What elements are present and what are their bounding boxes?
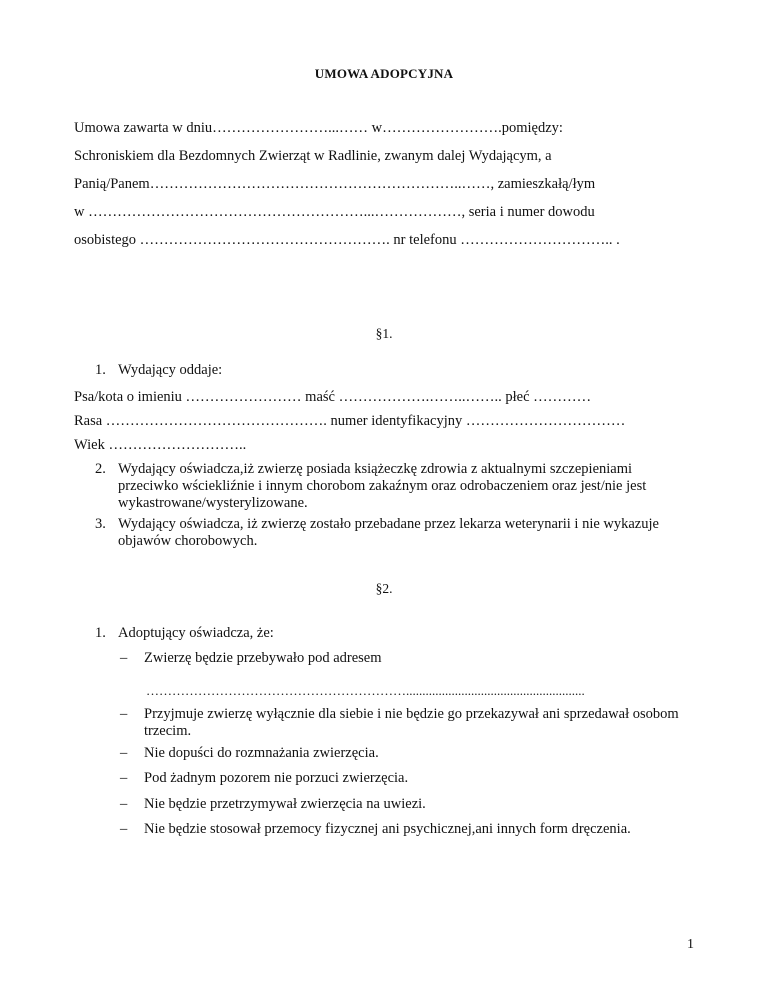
address-fill-line: ……………………………………………………....................................................... [146, 683, 585, 698]
bullet-text: Pod żadnym pozorem nie porzuci zwierzęcia. [144, 770, 409, 786]
intro-line-adopter: Panią/Panem………………………………………………………..……, zamieszkałą/łym [74, 176, 596, 192]
bullet-text: Zwierzę będzie przebywało pod adresem [144, 650, 382, 666]
intro-line-date: Umowa zawarta w dniu……………………...…… w…………………….pomiędzy: [74, 120, 563, 136]
bullet-dash: – [120, 650, 128, 666]
bullet-dash: – [120, 796, 128, 812]
item-text: Wydający oświadcza,iż zwierzę posiada książeczkę zdrowia z aktualnymi szczepieniami przeciwko wściekliźnie i innym chorobom zakaźnym oraz odrobaczeniem oraz jest/nie jest wykastrowane/wysterylizowane. [118, 461, 647, 511]
bullet-dash: – [120, 770, 128, 786]
section-1-item-2 [0, 461, 768, 513]
bullet-text: Przyjmuje zwierzę wyłącznie dla siebie i nie będzie go przekazywał ani sprzedawał osobom trzecim. [144, 706, 679, 739]
section-1-item-3 [0, 516, 768, 552]
item-number: 3. [95, 516, 106, 532]
item-text: Wydający oddaje: [118, 362, 223, 378]
item-text: Adoptujący oświadcza, że: [118, 625, 274, 641]
age-line: Wiek ……………………….. [74, 437, 247, 453]
bullet-text: Nie będzie przetrzymywał zwierzęcia na uwiezi. [144, 796, 426, 812]
section-2-heading: §2. [375, 581, 393, 596]
intro-line-shelter: Schroniskiem dla Bezdomnych Zwierząt w Radlinie, zwanym dalej Wydającym, a [74, 148, 552, 164]
bullet-dash: – [120, 745, 128, 761]
item-number: 2. [95, 461, 106, 477]
animal-line: Psa/kota o imieniu …………………… maść ……………….……..…….. płeć ………… [74, 389, 592, 405]
bullet-text: Nie dopuści do rozmnażania zwierzęcia. [144, 745, 379, 761]
bullet-dash: – [120, 706, 128, 722]
section-1-heading: §1. [375, 326, 393, 341]
bullet-text: Nie będzie stosował przemocy fizycznej ani psychicznej,ani innych form dręczenia. [144, 821, 631, 837]
item-number: 1. [95, 362, 106, 378]
intro-line-id-phone: osobistego ……………………………………………. nr telefonu ………………………….. . [74, 232, 620, 248]
intro-block [74, 114, 714, 254]
bullet-no-transfer [0, 706, 768, 742]
document-title: UMOWA ADOPCYJNA [314, 66, 454, 81]
intro-line-address: w …………………………………………………...………………, seria i numer dowodu [74, 204, 595, 220]
page-number: 1 [687, 937, 694, 952]
item-number: 1. [95, 625, 106, 641]
item-text: Wydający oświadcza, iż zwierzę zostało przebadane przez lekarza weterynarii i nie wykazuje objawów chorobowych. [118, 516, 659, 549]
breed-line: Rasa ………………………………………. numer identyfikacyjny …………………………… [74, 413, 626, 429]
bullet-dash: – [120, 821, 128, 837]
